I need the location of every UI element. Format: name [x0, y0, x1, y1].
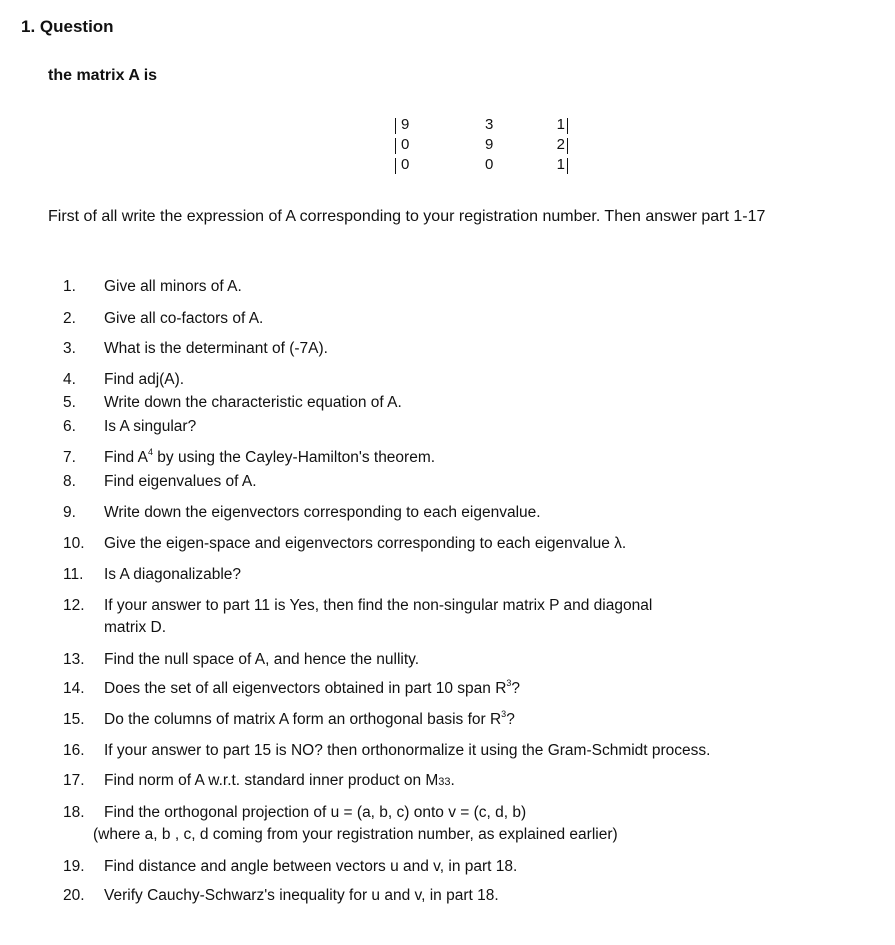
matrix-row [391, 135, 581, 155]
question-text: Give all minors of A. [104, 278, 242, 295]
question-item [63, 471, 257, 493]
question-text: Write down the eigenvectors corresponding to each eigenvalue. [104, 504, 541, 521]
question-text: If your answer to part 11 is Yes, then find the non-singular matrix P and diagonal [104, 597, 653, 614]
question-number: 13. [63, 651, 85, 668]
matrix-bar-left [395, 118, 396, 134]
question-number: 12. [63, 597, 85, 614]
question-number: 2. [63, 310, 76, 327]
matrix-cell: 0 [401, 156, 410, 173]
matrix-cell: 1 [556, 116, 565, 133]
question-text: Give all co-factors of A. [104, 310, 264, 327]
question-number: 5. [63, 394, 76, 411]
question-number: 20. [63, 887, 85, 904]
question-number: 14. [63, 680, 85, 697]
question-text: Find distance and angle between vectors u and v, in part 18. [104, 858, 518, 875]
question-item [63, 740, 710, 762]
question-text: Is A diagonalizable? [104, 566, 242, 583]
question-text: Do the columns of matrix A form an orthogonal basis for $R^3$? [104, 709, 515, 728]
question-item [63, 770, 455, 793]
matrix-intro: the matrix A is [48, 67, 158, 84]
question-text: Verify Cauchy-Schwarz's inequality for u and v, in part 18. [104, 887, 499, 904]
question-number: 6. [63, 418, 76, 435]
question-text: If your answer to part 15 is NO? then orthonormalize it using the Gram-Schmidt process. [104, 742, 711, 759]
question-number: 18. [63, 804, 85, 821]
matrix-cell: 9 [485, 136, 494, 153]
question-item [63, 502, 541, 524]
question-text: Find eigenvalues of A. [104, 473, 257, 490]
matrix-bar-left [395, 138, 396, 154]
question-number: 1. [63, 278, 76, 295]
question-item [63, 308, 263, 330]
question-text: Is A singular? [104, 418, 197, 435]
question-number: 15. [63, 711, 85, 728]
matrix-bar-right [567, 158, 568, 174]
question-item [63, 595, 652, 639]
question-text: Find $A^4$ by using the Cayley-Hamilton's theorem. [104, 447, 436, 466]
question-text-continued: (where a, b , c, d coming from your registration number, as explained earlier) [93, 826, 618, 843]
question-item [63, 533, 626, 555]
question-number: 16. [63, 742, 85, 759]
question-item [63, 392, 402, 414]
question-number: 10. [63, 535, 85, 552]
question-text: Does the set of all eigenvectors obtained in part 10 span $R^3$? [104, 678, 521, 697]
question-number: 11. [63, 566, 84, 583]
question-number: 3. [63, 340, 76, 357]
question-text: What is the determinant of (-7A). [104, 340, 328, 357]
question-text: Find the orthogonal projection of u = (a, b, c) onto v = (c, d, b) [104, 804, 527, 821]
matrix-a [391, 115, 581, 175]
question-item [63, 709, 515, 731]
question-number: 9. [63, 504, 76, 521]
question-item [63, 447, 435, 469]
matrix-cell: 0 [401, 136, 410, 153]
matrix-bar-right [567, 138, 568, 154]
instructions: First of all write the expression of A corresponding to your registration number. Then answer part 1-17 [48, 208, 766, 225]
question-title: 1. Question [21, 17, 114, 36]
question-item [63, 369, 184, 391]
question-item [63, 856, 517, 878]
question-number: 17. [63, 772, 85, 789]
question-number: 19. [63, 858, 85, 875]
question-text: Find adj(A). [104, 371, 185, 388]
matrix-cell: 1 [556, 156, 565, 173]
question-number: 8. [63, 473, 76, 490]
question-item [63, 678, 520, 700]
question-item [63, 649, 419, 671]
question-item [63, 338, 328, 360]
question-text: Find norm of A w.r.t. standard inner product on M33. [104, 772, 455, 789]
question-number: 7. [63, 449, 76, 466]
question-item [63, 276, 242, 298]
question-text-continued: matrix D. [104, 619, 166, 636]
matrix-row [391, 115, 581, 135]
question-item [63, 564, 241, 586]
matrix-row [391, 155, 581, 175]
matrix-cell: 0 [485, 156, 494, 173]
question-text: Write down the characteristic equation of A. [104, 394, 402, 411]
question-text: Find the null space of A, and hence the nullity. [104, 651, 420, 668]
matrix-bar-left [395, 158, 396, 174]
matrix-cell: 3 [485, 116, 494, 133]
question-item [63, 416, 196, 438]
matrix-cell: 9 [401, 116, 410, 133]
question-item [63, 802, 618, 846]
question-text: Give the eigen-space and eigenvectors corresponding to each eigenvalue λ. [104, 535, 627, 552]
matrix-bar-right [567, 118, 568, 134]
question-item [63, 885, 499, 907]
question-number: 4. [63, 371, 76, 388]
matrix-cell: 2 [556, 136, 565, 153]
